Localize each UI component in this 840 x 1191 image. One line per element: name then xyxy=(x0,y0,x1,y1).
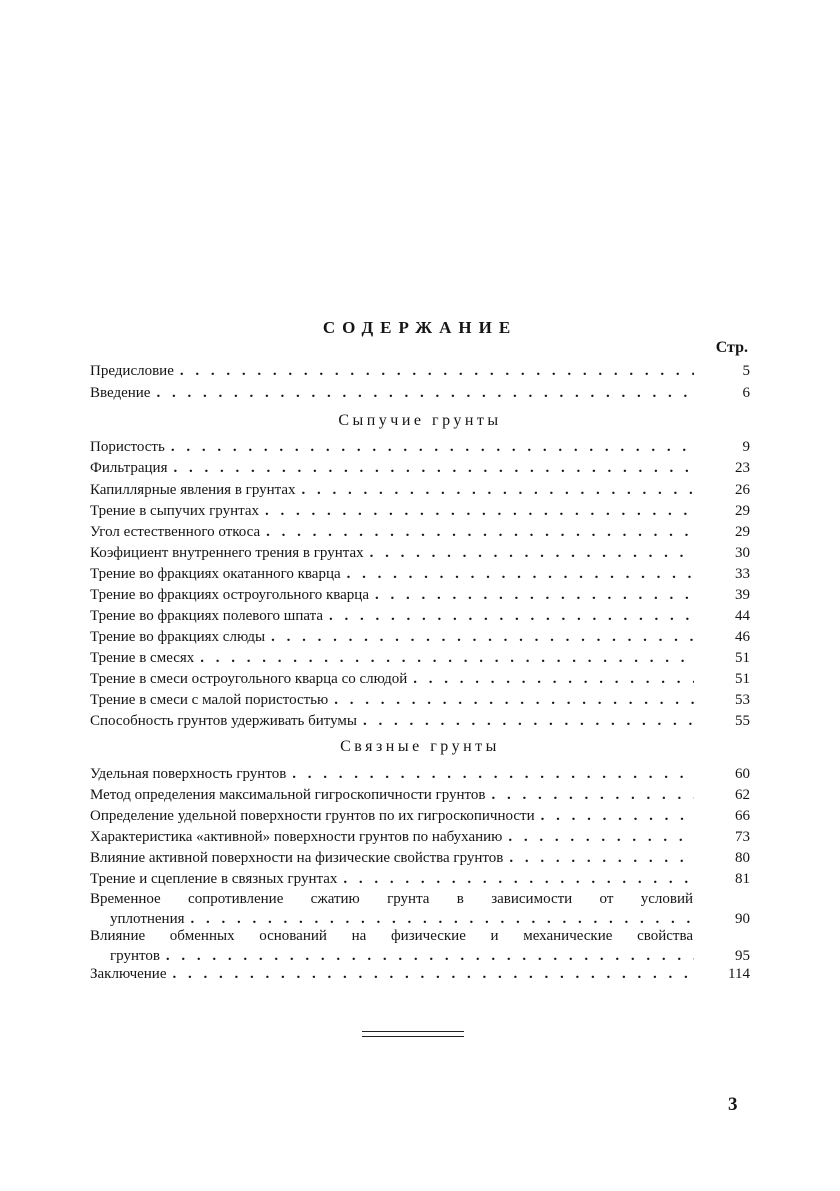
toc-entry[interactable] xyxy=(90,361,750,381)
entry-page: 51 xyxy=(735,671,750,687)
entry-page: 80 xyxy=(735,850,750,866)
toc-entry[interactable] xyxy=(90,964,750,984)
entry-page: 6 xyxy=(742,385,750,401)
toc-entry[interactable] xyxy=(90,785,750,805)
leader-dots xyxy=(541,806,694,826)
leader-dots xyxy=(509,848,694,868)
entry-title: Трение в смесях xyxy=(90,650,195,666)
page-number: 3 xyxy=(728,1094,738,1115)
entry-page: 29 xyxy=(735,503,750,519)
leader-dots xyxy=(266,522,694,542)
leader-dots xyxy=(363,711,694,731)
section-heading-1: Сыпучие грунты xyxy=(338,412,502,429)
section-heading-2: Связные грунты xyxy=(340,738,500,755)
entry-page: 55 xyxy=(735,713,750,729)
entry-title: Влияние активной поверхности на физические свойства грунтов xyxy=(90,850,504,866)
toc-entry[interactable] xyxy=(90,711,750,731)
entry-title: Трение во фракциях окатанного кварца xyxy=(90,566,341,582)
toc-entry[interactable] xyxy=(90,437,750,457)
entry-page: 90 xyxy=(735,911,750,927)
toc-entry[interactable] xyxy=(90,543,750,563)
leader-dots xyxy=(375,585,694,605)
leader-dots xyxy=(413,669,694,689)
entry-title: Трение в смеси с малой пористостью xyxy=(90,692,329,708)
entry-page: 39 xyxy=(735,587,750,603)
entry-page: 66 xyxy=(735,808,750,824)
leader-dots xyxy=(302,480,694,500)
leader-dots xyxy=(347,564,694,584)
leader-dots xyxy=(492,785,695,805)
entry-title: Трение во фракциях полевого шпата xyxy=(90,608,324,624)
leader-dots xyxy=(292,764,694,784)
entry-title: Трение в смеси остроугольного кварца со слюдой xyxy=(90,671,408,687)
toc-entry[interactable] xyxy=(90,606,750,626)
entry-title: Трение во фракциях остроугольного кварца xyxy=(90,587,369,603)
leader-dots xyxy=(173,458,694,478)
toc-entry[interactable] xyxy=(90,501,750,521)
leader-dots xyxy=(370,543,694,563)
entry-page: 33 xyxy=(735,566,750,582)
leader-dots xyxy=(156,383,694,403)
entry-title: Удельная поверхность грунтов xyxy=(90,766,287,782)
entry-title-line1: Временное сопротивление сжатию грунта в зависимости от условий xyxy=(90,891,693,907)
entry-page: 9 xyxy=(742,439,750,455)
entry-title: Угол естественного откоса xyxy=(90,524,261,540)
entry-title: Способность грунтов удерживать битумы xyxy=(90,713,357,729)
toc-entry-multiline[interactable] xyxy=(90,926,750,966)
leader-dots xyxy=(180,361,694,381)
entry-title: Метод определения максимальной гигроскопичности грунтов xyxy=(90,787,486,803)
toc-entry[interactable] xyxy=(90,480,750,500)
toc-title: СОДЕРЖАНИЕ xyxy=(322,318,518,337)
toc-entry[interactable] xyxy=(90,627,750,647)
toc-entry[interactable] xyxy=(90,848,750,868)
entry-page: 23 xyxy=(735,460,750,476)
entry-title-line2: грунтов xyxy=(110,948,160,964)
toc-entry-multiline[interactable] xyxy=(90,889,750,929)
leader-dots xyxy=(265,501,694,521)
toc-entry[interactable] xyxy=(90,458,750,478)
entry-page: 114 xyxy=(728,966,750,982)
entry-title: Трение во фракциях слюды xyxy=(90,629,266,645)
entry-title: Определение удельной поверхности грунтов по их гигроскопичности xyxy=(90,808,535,824)
entry-page: 60 xyxy=(735,766,750,782)
toc-entry[interactable] xyxy=(90,764,750,784)
toc-entry[interactable] xyxy=(90,648,750,668)
entry-page: 5 xyxy=(742,363,750,379)
toc-entry[interactable] xyxy=(90,869,750,889)
leader-dots xyxy=(343,869,694,889)
entry-page: 53 xyxy=(735,692,750,708)
entry-title: Коэфициент внутреннего трения в грунтах xyxy=(90,545,364,561)
entry-page: 51 xyxy=(735,650,750,666)
toc-entry[interactable] xyxy=(90,564,750,584)
entry-title: Трение и сцепление в связных грунтах xyxy=(90,871,338,887)
leader-dots xyxy=(334,690,694,710)
entry-page: 95 xyxy=(735,948,750,964)
leader-dots xyxy=(171,437,694,457)
toc-entry[interactable] xyxy=(90,669,750,689)
entry-page: 29 xyxy=(735,524,750,540)
leader-dots xyxy=(271,627,694,647)
toc-entry[interactable] xyxy=(90,827,750,847)
leader-dots xyxy=(200,648,694,668)
entry-page: 46 xyxy=(735,629,750,645)
entry-page: 44 xyxy=(735,608,750,624)
toc-entry[interactable] xyxy=(90,383,750,403)
leader-dots xyxy=(329,606,694,626)
divider-rule-top xyxy=(362,1031,464,1032)
entry-page: 26 xyxy=(735,482,750,498)
page-column-label: Стр. xyxy=(715,339,748,356)
toc-entry[interactable] xyxy=(90,522,750,542)
entry-title: Фильтрация xyxy=(90,460,168,476)
entry-title: Заключение xyxy=(90,966,167,982)
entry-title: Предисловие xyxy=(90,363,174,379)
entry-page: 30 xyxy=(735,545,750,561)
entry-page: 81 xyxy=(735,871,750,887)
leader-dots xyxy=(508,827,694,847)
leader-dots xyxy=(173,964,695,984)
entry-page: 62 xyxy=(735,787,750,803)
leader-dots xyxy=(166,946,694,966)
toc-entry[interactable] xyxy=(90,585,750,605)
entry-title: Введение xyxy=(90,385,151,401)
entry-page: 73 xyxy=(735,829,750,845)
entry-title: Трение в сыпучих грунтах xyxy=(90,503,260,519)
entry-title: Пористость xyxy=(90,439,165,455)
divider-rule-bottom xyxy=(362,1036,464,1037)
toc-entry[interactable] xyxy=(90,690,750,710)
entry-title-line2: уплотнения xyxy=(110,911,185,927)
entry-title: Характеристика «активной» поверхности грунтов по набуханию xyxy=(90,829,503,845)
toc-entry[interactable] xyxy=(90,806,750,826)
entry-title: Капиллярные явления в грунтах xyxy=(90,482,296,498)
entry-title-line1: Влияние обменных оснований на физические и механические свойства xyxy=(90,928,693,944)
